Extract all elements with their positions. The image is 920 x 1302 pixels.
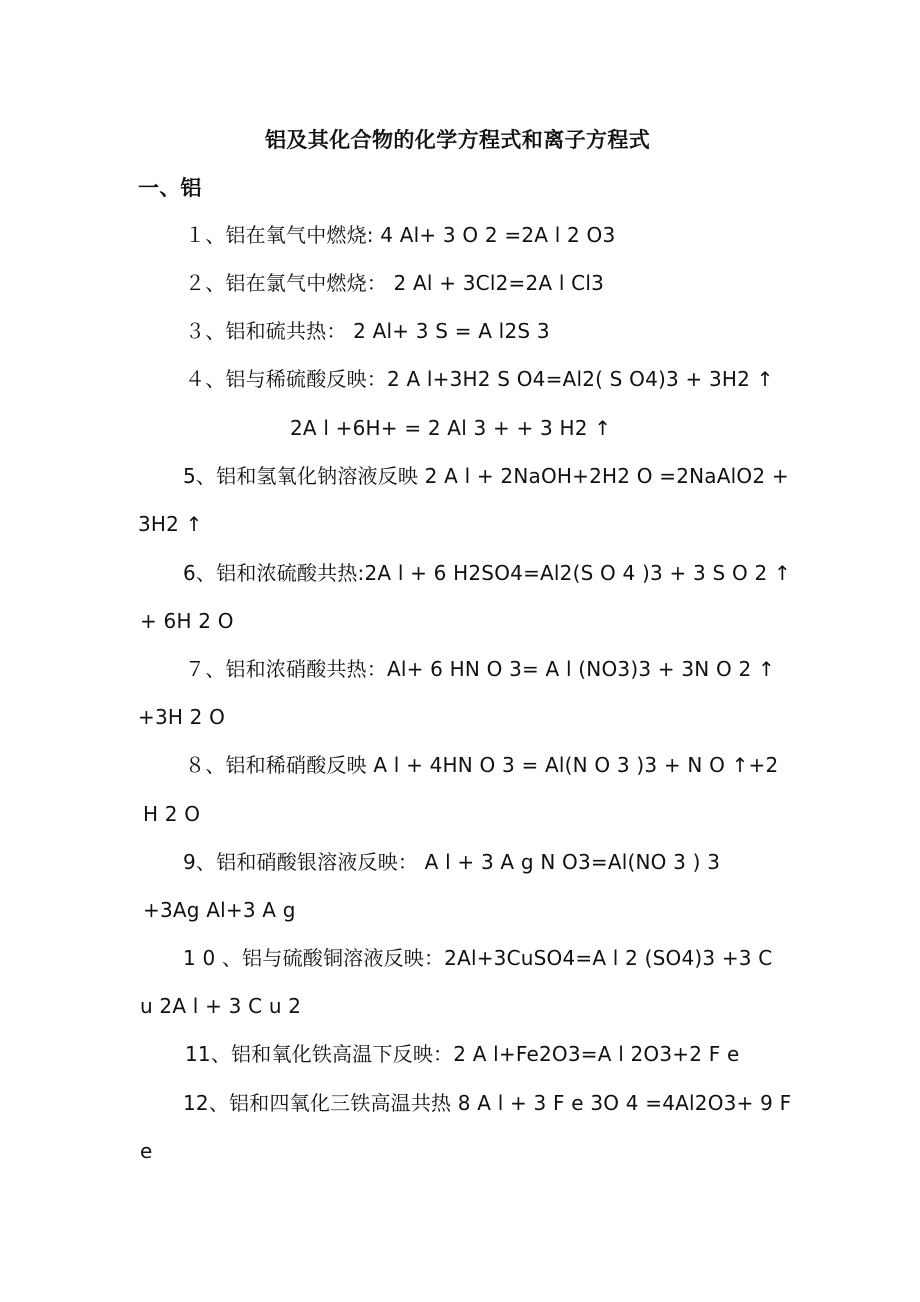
equation-line: ７、铝和浓硝酸共热：Al+ 6 HN O 3= A l (NO3)3 + 3N O 2 ↑	[185, 657, 775, 681]
equation-line: H 2 O	[143, 802, 201, 826]
equation-line: 11、铝和氧化铁高温下反映：2 A l+Fe2O3=A l 2O3+2 F e	[185, 1042, 740, 1066]
equation-line: e	[140, 1139, 153, 1163]
equation-line: ８、铝和稀硝酸反映 A l + 4HN O 3 = Al(N O 3 )3 + N O ↑+2	[185, 753, 779, 777]
equation-line: 5、铝和氢氧化钠溶液反映 2 A l + 2NaOH+2H2 O =2NaAlO2 +	[183, 464, 789, 488]
equation-line: 1 0 、铝与硫酸铜溶液反映：2Al+3CuSO4=A l 2 (SO4)3 +3 C	[183, 946, 773, 970]
equation-line: + 6H 2 O	[140, 609, 234, 633]
equation-line: 9、铝和硝酸银溶液反映： A l + 3 A g N O3=Al(NO 3 ) 3	[183, 850, 721, 874]
equation-line: 6、铝和浓硫酸共热:2A l + 6 H2SO4=Al2(S O 4 )3 + 3 S O 2 ↑	[183, 561, 791, 585]
section-heading: 一、铝	[138, 176, 202, 200]
document-title: 铝及其化合物的化学方程式和离子方程式	[265, 128, 651, 152]
equation-line: +3Ag Al+3 A g	[143, 898, 296, 922]
equation-line: 12、铝和四氧化三铁高温共热 8 A l + 3 F e 3O 4 =4Al2O3+ 9 F	[183, 1091, 792, 1115]
equation-line: ３、铝和硫共热： 2 Al+ 3 S = A l2S 3	[185, 319, 550, 343]
equation-line: 2A l +6H+ = 2 Al 3 + + 3 H2 ↑	[290, 416, 612, 440]
equation-line: １、铝在氧气中燃烧: 4 Al+ 3 O 2 =2A l 2 O3	[185, 223, 616, 247]
equation-line: 3H2 ↑	[138, 512, 203, 536]
equation-line: ２、铝在氯气中燃烧： 2 Al + 3Cl2=2A l Cl3	[185, 271, 605, 295]
equation-line: +3H 2 O	[138, 705, 226, 729]
equation-line: u 2A l + 3 C u 2	[140, 994, 302, 1018]
equation-line: ４、铝与稀硫酸反映：2 A l+3H2 S O4=Al2( S O4)3 + 3H2 ↑	[185, 367, 774, 391]
